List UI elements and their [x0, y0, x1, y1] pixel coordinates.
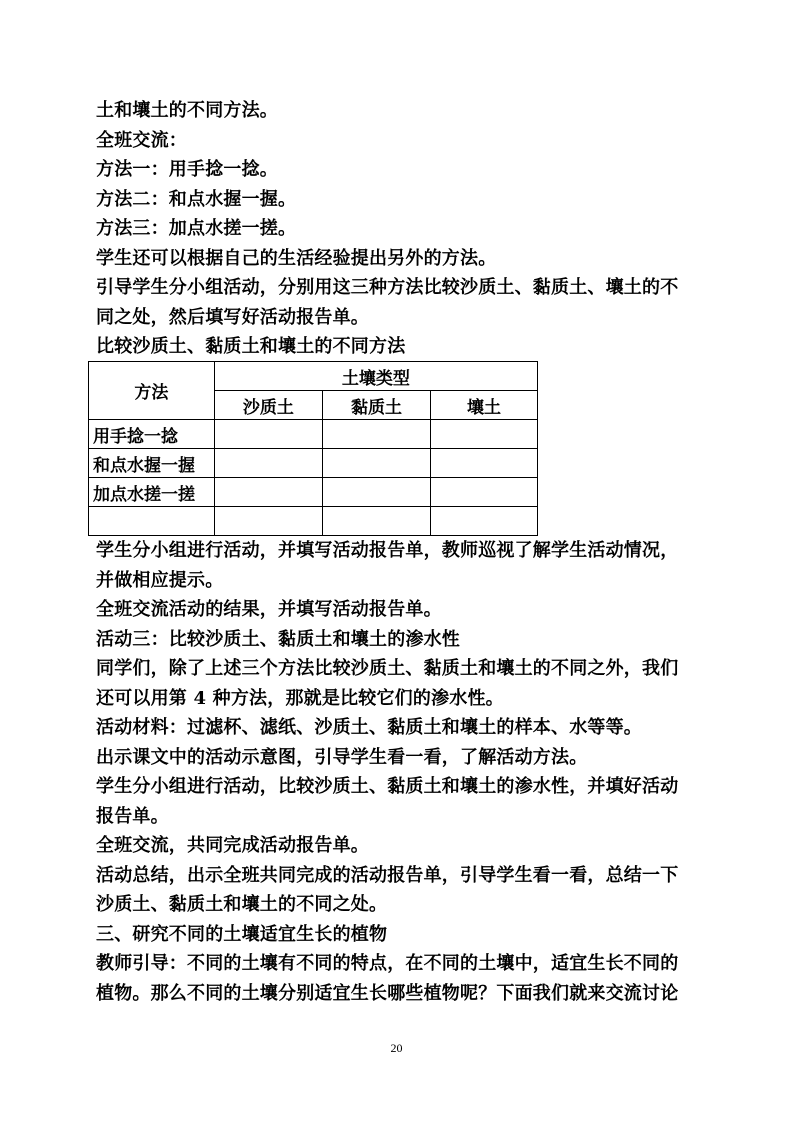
table-cell: [431, 478, 538, 507]
text-line: 报告单。: [96, 805, 169, 827]
table-cell: [431, 449, 538, 478]
method-header: 方法: [89, 362, 215, 420]
column-header-loam: 壤土: [431, 391, 538, 420]
text-line: 还可以用第 4 种方法，那就是比较它们的渗水性。: [96, 687, 504, 709]
column-header-sandy: 沙质土: [214, 391, 322, 420]
table-caption: 比较沙质土、黏质土和壤土的不同方法: [96, 336, 406, 357]
table-cell: [322, 449, 430, 478]
table-cell: [322, 420, 430, 449]
soil-type-header: 土壤类型: [214, 362, 537, 391]
text-line: 全班交流活动的结果，并填写活动报告单。: [96, 599, 442, 620]
row-method-label: [89, 507, 215, 536]
text-line: 并做相应提示。: [96, 569, 224, 591]
text-line: 三、研究不同的土壤适宜生长的植物: [96, 923, 388, 945]
table-row: [89, 507, 538, 536]
row-method-label: 和点水握一握: [89, 449, 215, 478]
text-line: 学生分小组进行活动，并填写活动报告单，教师巡视了解学生活动情况，: [96, 540, 679, 561]
table-cell: [431, 420, 538, 449]
table-row: [89, 420, 538, 449]
table-cell: [322, 507, 430, 536]
text-line: 同学们，除了上述三个方法比较沙质土、黏质土和壤土的不同之外，我们: [96, 658, 679, 679]
document-body: [93, 96, 706, 1008]
text-line: 学生分小组进行活动，比较沙质土、黏质土和壤土的渗水性，并填好活动: [96, 776, 679, 797]
table-cell: [214, 420, 322, 449]
paragraphs-before-table: [96, 96, 706, 332]
row-method-label: 加点水搓一搓: [89, 478, 215, 507]
table-cell: [214, 478, 322, 507]
table-row: [89, 449, 538, 478]
row-method-label: 用手捻一捻: [89, 420, 215, 449]
table-cell: [322, 478, 430, 507]
text-line: 土和壤土的不同方法。: [96, 100, 278, 121]
text-line: 学生还可以根据自己的生活经验提出另外的方法。: [96, 247, 497, 269]
text-line: 全班交流：: [96, 129, 187, 151]
text-line: 沙质土、黏质土和壤土的不同之处。: [96, 894, 388, 915]
text-line: 出示课文中的活动示意图，引导学生看一看，了解活动方法。: [96, 746, 588, 768]
table-cell: [214, 507, 322, 536]
text-line: 方法三：加点水搓一搓。: [96, 218, 297, 239]
text-line: 活动材料：过滤杯、滤纸、沙质土、黏质土和壤土的样本、水等等。: [96, 717, 642, 738]
text-line: 同之处，然后填写好活动报告单。: [96, 306, 369, 328]
text-line: 教师引导：不同的土壤有不同的特点，在不同的土壤中，适宜生长不同的: [96, 953, 679, 974]
table-cell: [431, 507, 538, 536]
text-line: 引导学生分小组活动，分别用这三种方法比较沙质土、黏质土、壤土的不: [96, 277, 679, 298]
text-line: 方法二：和点水握一握。: [96, 188, 297, 210]
paragraphs-after-table: [96, 536, 706, 1008]
table-cell: [214, 449, 322, 478]
activity-report-table: [88, 361, 538, 536]
text-line: 方法一：用手捻一捻。: [96, 159, 278, 180]
text-line: 全班交流，共同完成活动报告单。: [96, 835, 369, 856]
page-number: 20: [390, 1041, 403, 1055]
table-row: [89, 478, 538, 507]
column-header-clay: 黏质土: [322, 391, 430, 420]
text-line: 活动三：比较沙质土、黏质土和壤土的渗水性: [96, 628, 460, 650]
text-line: 活动总结，出示全班共同完成的活动报告单，引导学生看一看，总结一下: [96, 864, 679, 886]
text-line: 植物。那么不同的土壤分别适宜生长哪些植物呢？下面我们就来交流讨论: [96, 982, 679, 1004]
